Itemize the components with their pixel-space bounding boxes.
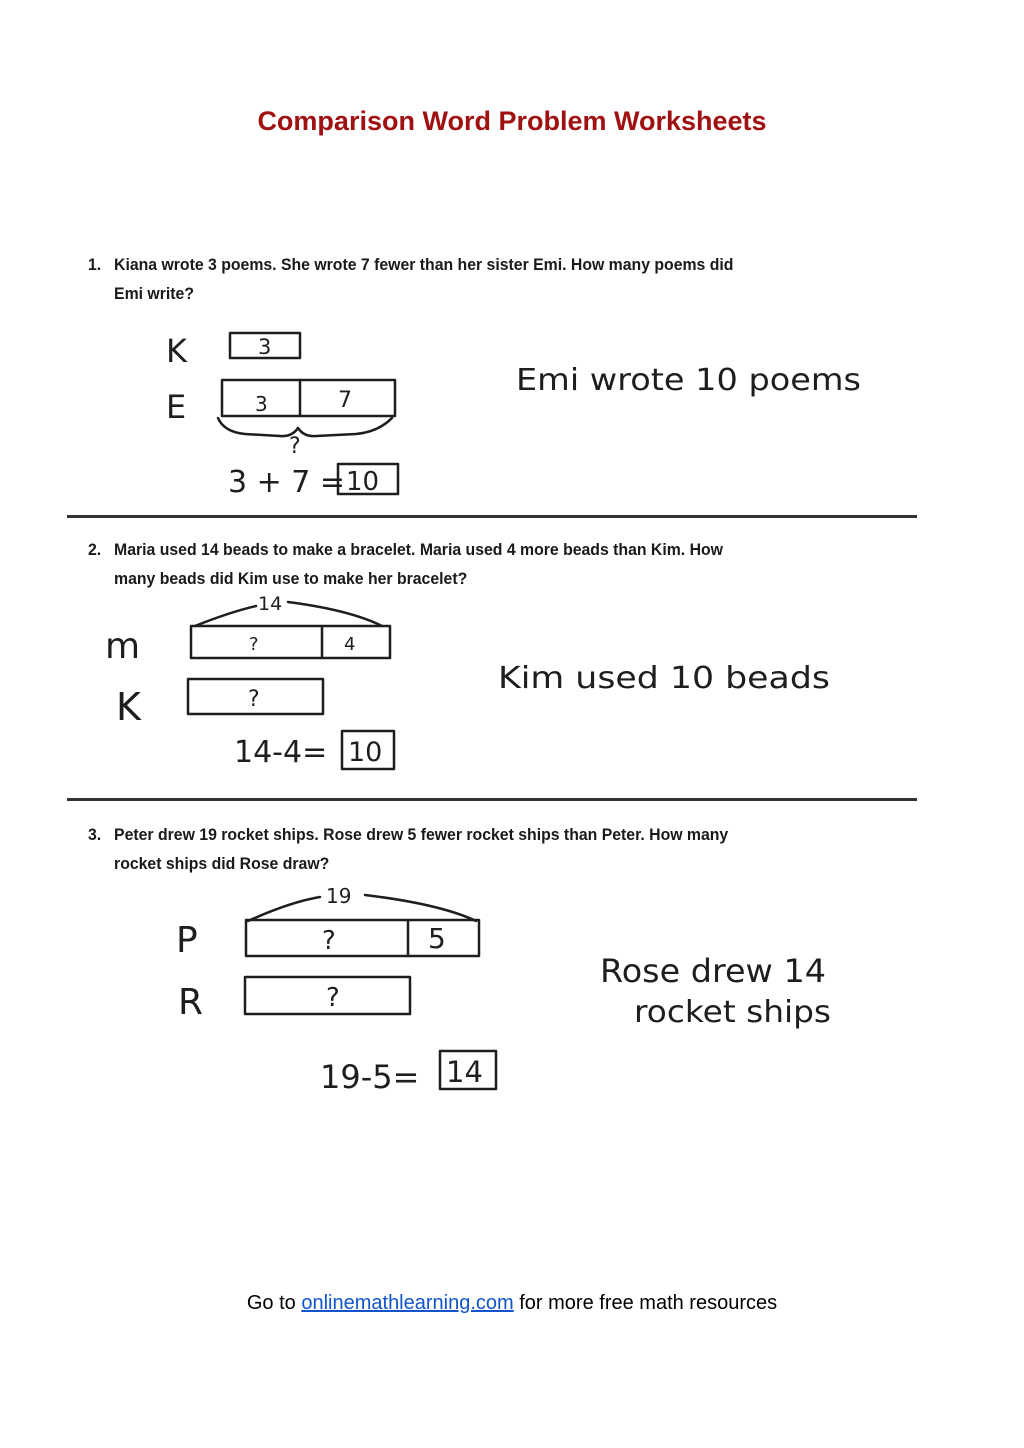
p3-equation: 19-5= [320,1058,420,1096]
p3-answer-sentence-line1: Rose drew 14 [600,952,826,990]
problem-2-line1: Maria used 14 beads to make a bracelet. Maria used 4 more beads than Kim. How [114,540,723,559]
problem-3-line2: rocket ships did Rose draw? [114,854,330,873]
p2-m-bar [191,626,390,658]
p1-brace [218,418,392,436]
p1-e-value-a: 3 [255,392,268,416]
p1-answer: 10 [346,467,380,497]
p2-label-k: K [116,685,141,729]
p3-total: 19 [326,884,352,908]
problem-3-line1: Peter drew 19 rocket ships. Rose drew 5 fewer rocket ships than Peter. How many [114,825,729,844]
p1-label-e: E [166,388,187,426]
p2-k-unknown: ? [248,687,260,712]
problem-2-number: 2. [88,540,102,559]
p1-e-bar [222,380,395,416]
p3-answer: 14 [446,1055,483,1089]
p2-m-unknown: ? [249,634,259,655]
p2-answer: 10 [348,737,383,768]
p1-unknown: ? [289,434,301,459]
p1-label-k: K [166,332,187,370]
problem-2-line2: many beads did Kim use to make her bracelet? [114,569,468,588]
p1-equation: 3 + 7 = [228,465,346,500]
p3-answer-sentence-line2: rocket ships [634,995,831,1030]
p3-r-unknown: ? [326,983,340,1013]
problem-1-line2: Emi write? [114,284,194,303]
p1-e-value-b: 7 [338,388,352,413]
p3-arc-right [365,895,476,921]
p3-p-value: 5 [428,922,446,955]
p2-m-value: 4 [344,634,356,655]
p1-answer-sentence: Emi wrote 10 poems [516,363,861,398]
problem-1-line1: Kiana wrote 3 poems. She wrote 7 fewer than her sister Emi. How many poems did [114,255,734,274]
p2-arc-left [195,606,256,626]
p3-label-p: P [176,920,198,961]
footer-suffix: for more free math resources [519,1292,778,1314]
p2-answer-sentence: Kim used 10 beads [498,661,830,696]
p3-label-r: R [178,982,204,1023]
page-title: Comparison Word Problem Worksheets [257,106,767,136]
problem-3-number: 3. [88,825,102,844]
p3-arc-left [248,897,320,921]
p3-p-unknown: ? [322,926,336,956]
p2-arc-right [288,602,382,626]
footer-link[interactable]: onlinemathlearning.com [301,1292,514,1314]
p2-equation: 14-4= [234,735,328,770]
p2-label-m: m [105,626,141,667]
footer [0,1292,1024,1315]
p1-k-value: 3 [258,335,272,359]
footer-prefix: Go to [246,1292,296,1314]
p2-total: 14 [258,593,283,615]
problem-1-number: 1. [88,255,102,274]
